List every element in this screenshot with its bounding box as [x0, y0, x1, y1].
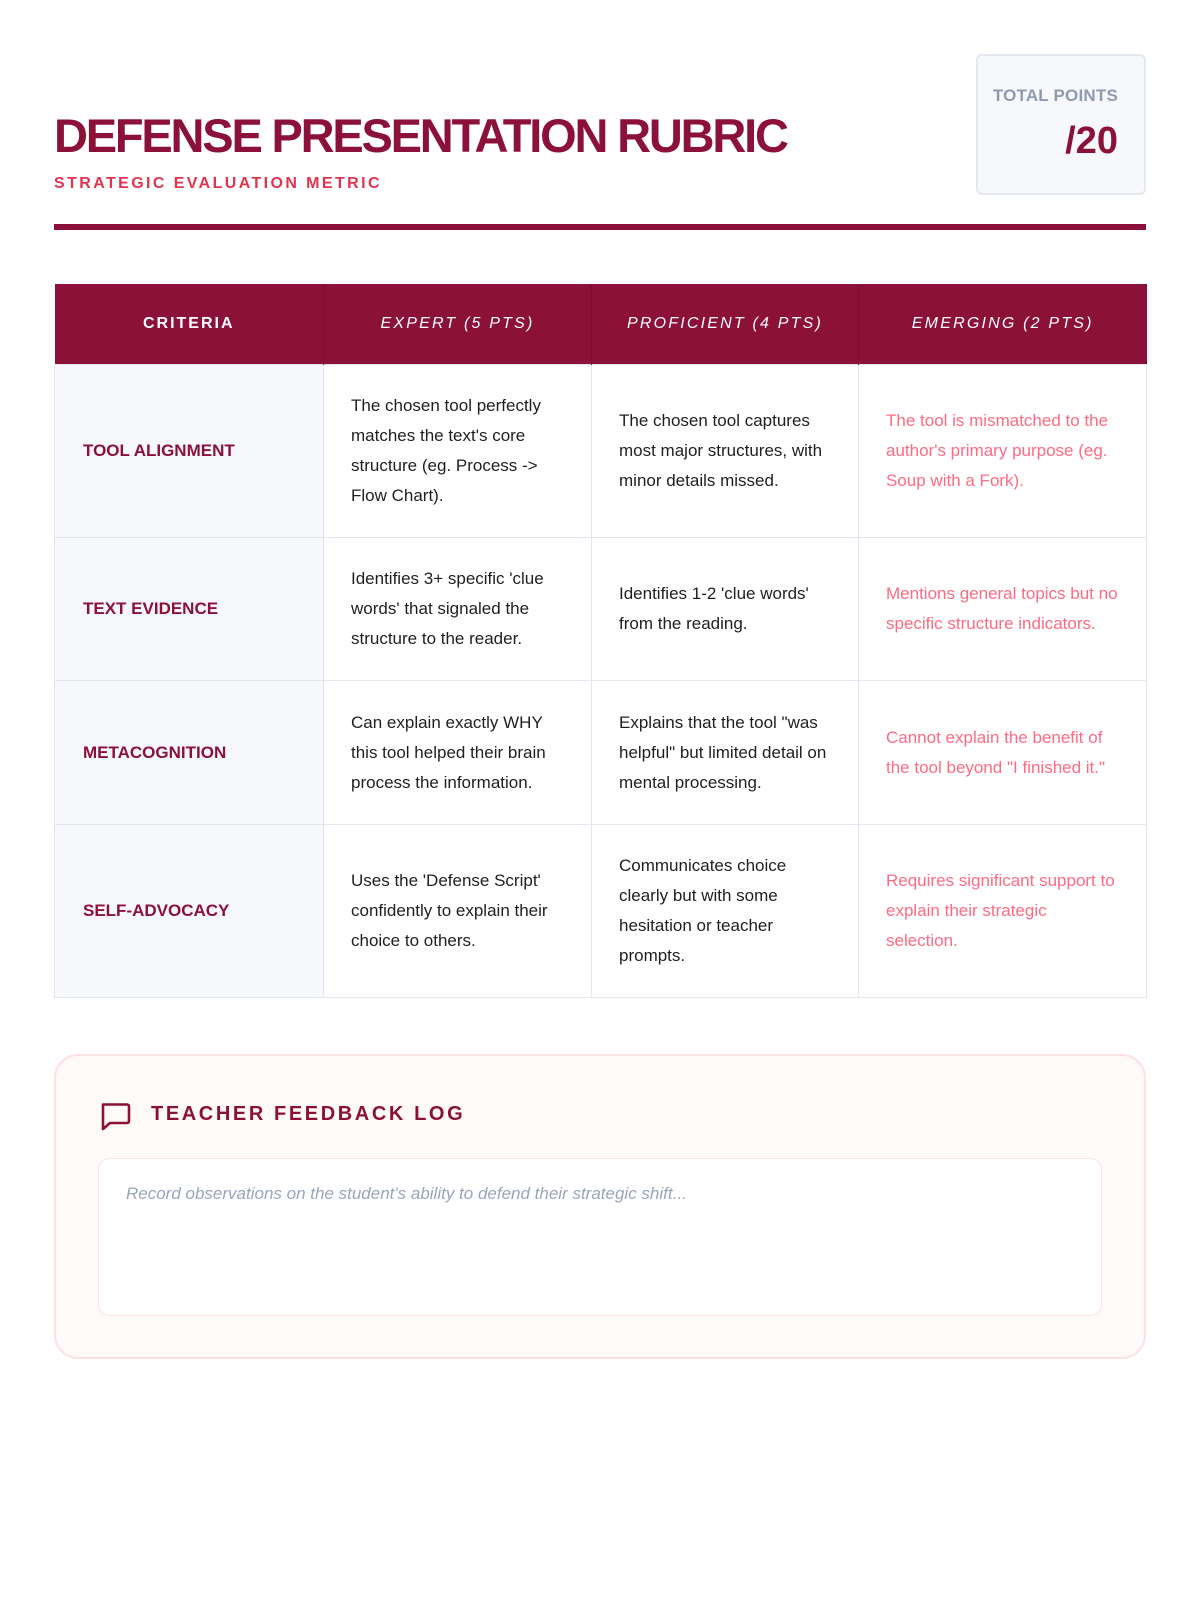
proficient-cell: Communicates choice clearly but with some hesitation or teacher prompts.: [592, 825, 859, 998]
criteria-cell: METACOGNITION: [55, 681, 324, 825]
table-header-row: [55, 284, 1147, 365]
message-square-icon: [98, 1098, 132, 1132]
feedback-title: TEACHER FEEDBACK LOG: [151, 1103, 466, 1125]
emerging-cell: Requires significant support to explain their strategic selection.: [859, 825, 1147, 998]
emerging-cell: The tool is mismatched to the author's primary purpose (eg. Soup with a Fork).: [859, 365, 1147, 538]
proficient-cell: The chosen tool captures most major structures, with minor details missed.: [592, 365, 859, 538]
feedback-textarea[interactable]: [98, 1158, 1102, 1316]
proficient-cell: Identifies 1-2 'clue words' from the reading.: [592, 538, 859, 681]
total-points-box: [976, 54, 1146, 195]
total-points-value: /20: [1065, 120, 1118, 162]
table-row: [55, 681, 1147, 825]
column-header-proficient: PROFICIENT (4 PTS): [592, 284, 859, 365]
table-row: [55, 825, 1147, 998]
expert-cell: The chosen tool perfectly matches the text's core structure (eg. Process -> Flow Chart).: [324, 365, 592, 538]
rubric-table: [54, 284, 1147, 998]
header: [54, 0, 1146, 230]
emerging-cell: Cannot explain the benefit of the tool beyond "I finished it.": [859, 681, 1147, 825]
page-title: DEFENSE PRESENTATION RUBRIC: [54, 109, 787, 162]
emerging-cell: Mentions general topics but no specific structure indicators.: [859, 538, 1147, 681]
criteria-cell: TOOL ALIGNMENT: [55, 365, 324, 538]
table-row: [55, 365, 1147, 538]
expert-cell: Uses the 'Defense Script' confidently to explain their choice to others.: [324, 825, 592, 998]
teacher-feedback-panel: [54, 1054, 1146, 1359]
page-subtitle: STRATEGIC EVALUATION METRIC: [54, 175, 382, 192]
criteria-cell: TEXT EVIDENCE: [55, 538, 324, 681]
table-row: [55, 538, 1147, 681]
column-header-emerging: EMERGING (2 PTS): [859, 284, 1147, 365]
total-points-label: TOTAL POINTS: [992, 86, 1118, 105]
column-header-expert: EXPERT (5 PTS): [324, 284, 592, 365]
header-divider: [54, 224, 1146, 230]
column-header-criteria: CRITERIA: [55, 284, 324, 365]
criteria-cell: SELF-ADVOCACY: [55, 825, 324, 998]
proficient-cell: Explains that the tool "was helpful" but limited detail on mental processing.: [592, 681, 859, 825]
expert-cell: Identifies 3+ specific 'clue words' that signaled the structure to the reader.: [324, 538, 592, 681]
expert-cell: Can explain exactly WHY this tool helped their brain process the information.: [324, 681, 592, 825]
